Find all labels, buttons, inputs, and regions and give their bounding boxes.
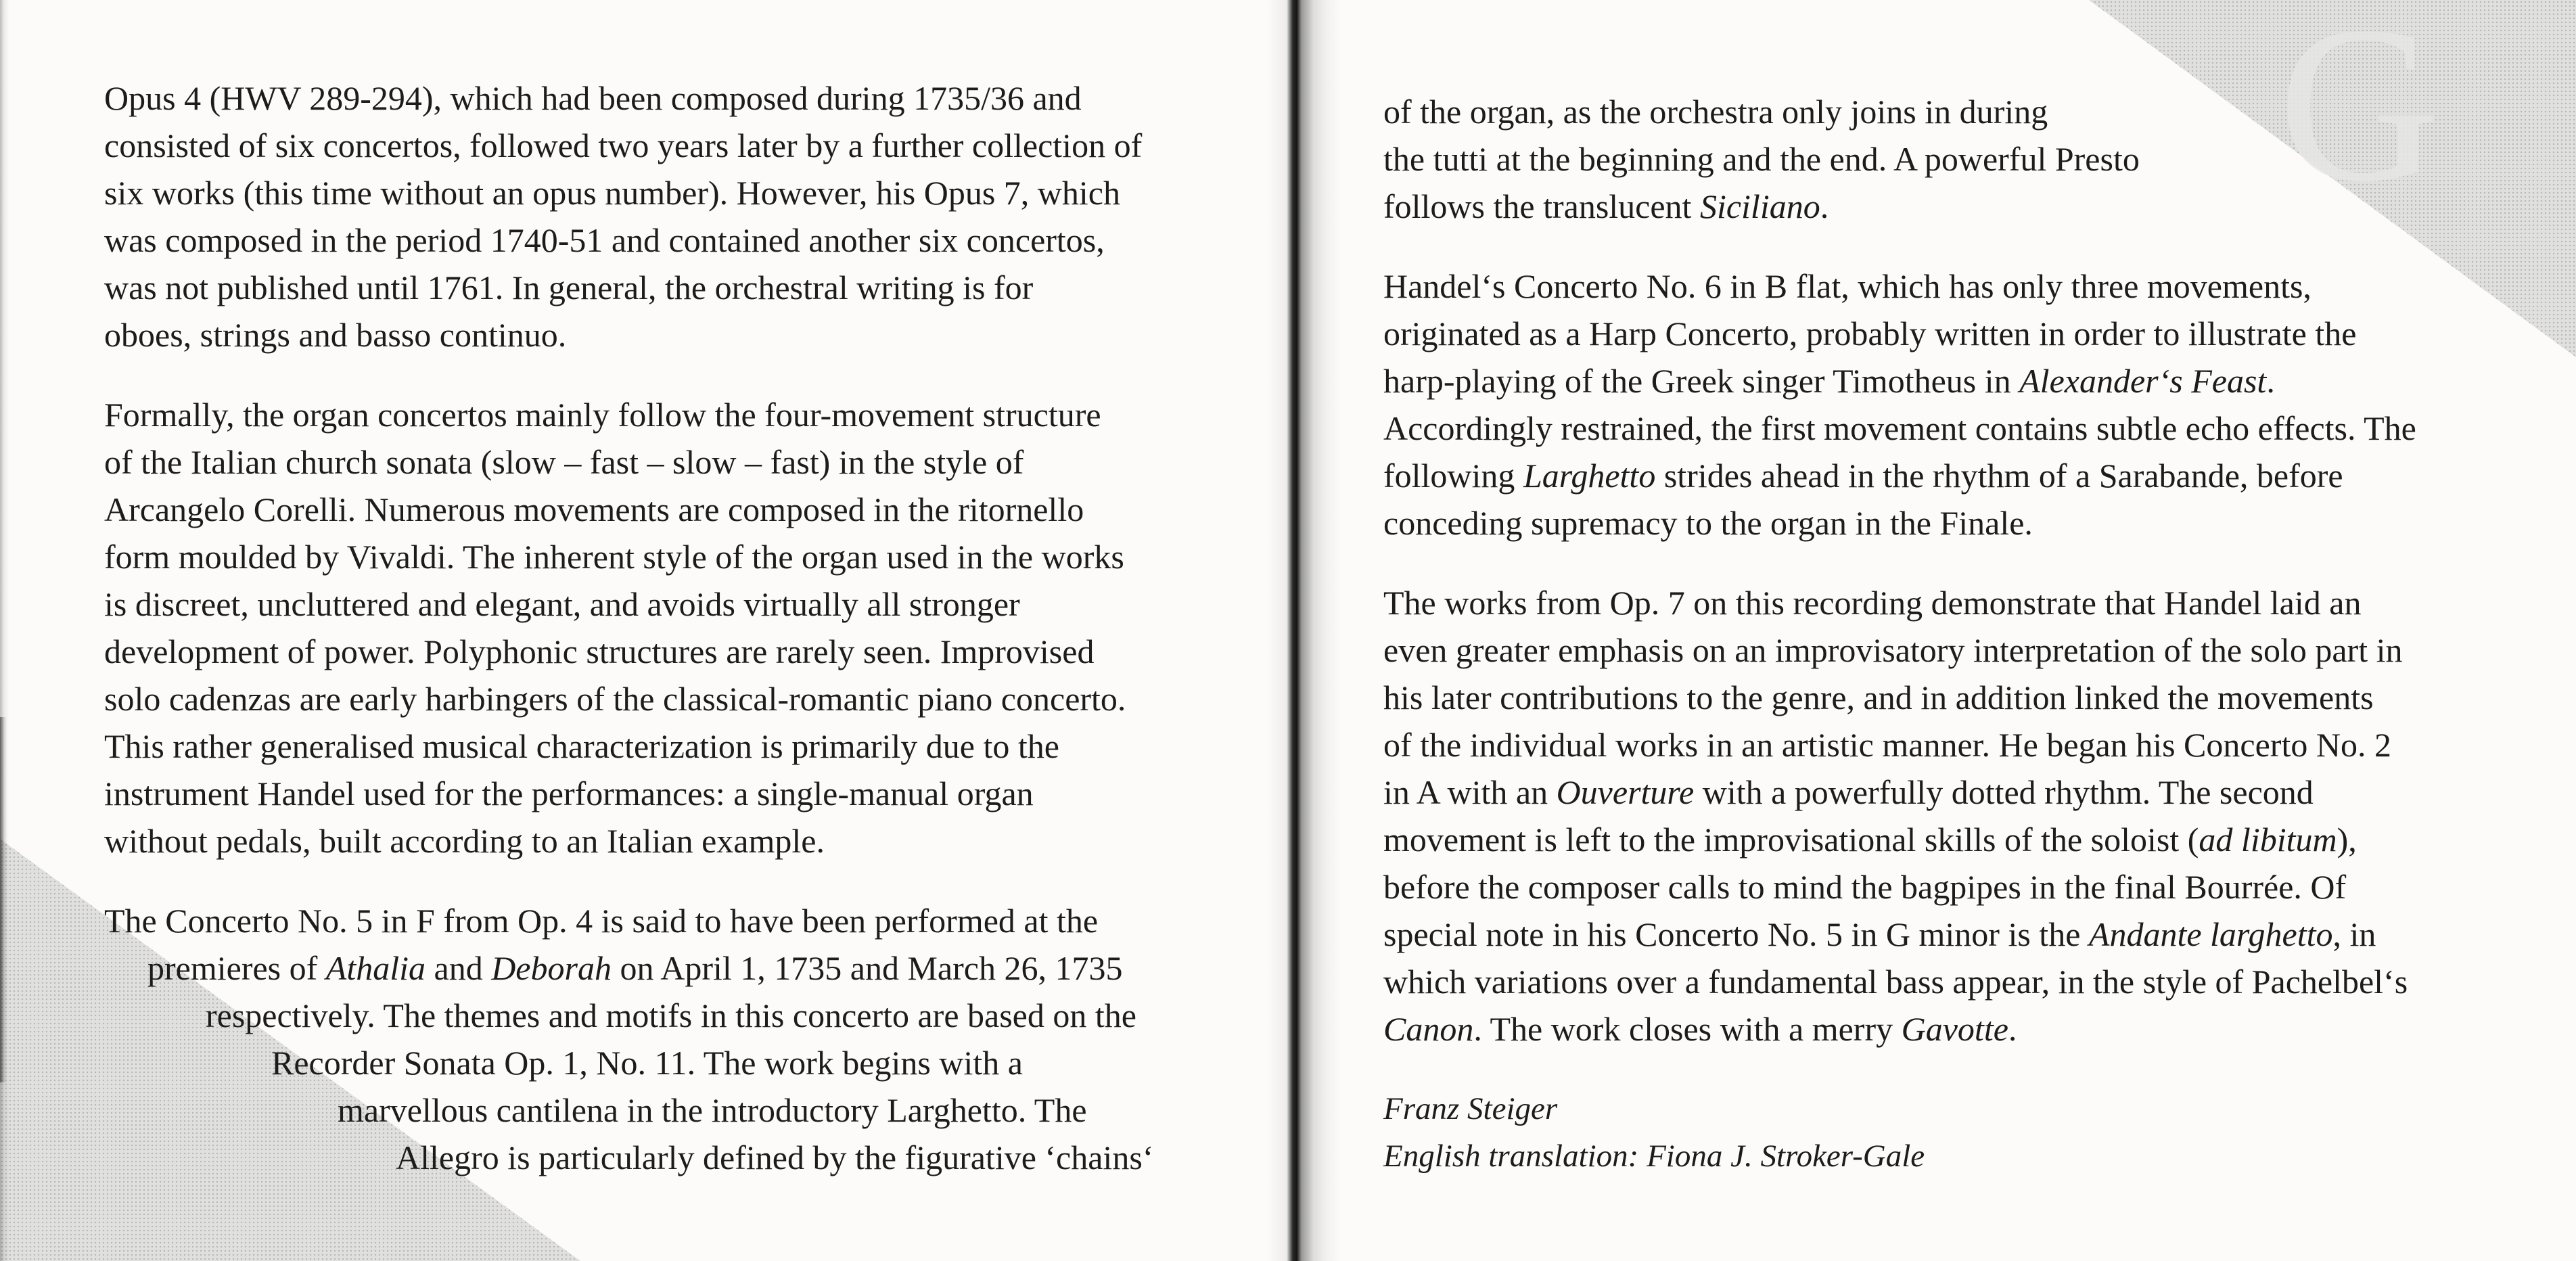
paragraph-op7-works: [1383, 579, 2554, 1053]
paragraph-form: [104, 391, 1247, 865]
text-line: Handel‘s Concerto No. 6 in B flat, which has only three movements,: [1383, 267, 2312, 305]
paragraph-concerto5-f: [104, 897, 1247, 1181]
page-left-text-column: [104, 74, 1247, 1181]
text-line: instrument Handel used for the performances: a single-manual organ: [104, 775, 1034, 812]
text-line: was not published until 1761. In general, the orchestral writing is for: [104, 269, 1034, 306]
text-line: harp-playing of the Greek singer Timotheus in Alexander‘s Feast.: [1383, 362, 2275, 400]
text-line: Franz Steiger: [1383, 1091, 1558, 1126]
text-line: respectively. The themes and motifs in this concerto are based on the: [206, 996, 1136, 1034]
text-line: the tutti at the beginning and the end. A powerful Presto: [1383, 140, 2140, 178]
author-signature: [1383, 1085, 2554, 1180]
text-line: The Concerto No. 5 in F from Op. 4 is said to have been performed at the: [104, 902, 1099, 940]
text-line: Arcangelo Corelli. Numerous movements are composed in the ritornello: [104, 490, 1084, 528]
paragraph-opus4: [104, 74, 1247, 359]
text-line: his later contributions to the genre, and in addition linked the movements: [1383, 679, 2374, 716]
text-line: six works (this time without an opus number). However, his Opus 7, which: [104, 174, 1121, 212]
text-line: without pedals, built according to an Italian example.: [104, 822, 825, 860]
watermark-letter: G: [2278, 0, 2440, 228]
text-line: special note in his Concerto No. 5 in G minor is the Andante larghetto, in: [1383, 915, 2376, 953]
text-line: of the organ, as the orchestra only joins in during: [1383, 93, 2048, 131]
text-line: which variations over a fundamental bass appear, in the style of Pachelbel‘s: [1383, 963, 2408, 1001]
paragraph-organ-continuation: [1383, 88, 2554, 230]
text-line: English translation: Fiona J. Stroker-Gale: [1383, 1139, 1925, 1174]
text-line: of the individual works in an artistic manner. He began his Concerto No. 2: [1383, 726, 2391, 764]
scan-edge-shadow-strong: [0, 717, 7, 1082]
text-line: Opus 4 (HWV 289-294), which had been composed during 1735/36 and: [104, 79, 1082, 117]
text-line: is discreet, uncluttered and elegant, and avoids virtually all stronger: [104, 585, 1020, 623]
text-line: The works from Op. 7 on this recording demonstrate that Handel laid an: [1383, 584, 2362, 622]
text-line: Recorder Sonata Op. 1, No. 11. The work begins with a: [271, 1044, 1023, 1082]
text-line: This rather generalised musical characterization is primarily due to the: [104, 727, 1059, 765]
text-line: marvellous cantilena in the introductory Larghetto. The: [338, 1091, 1087, 1129]
text-line: movement is left to the improvisational skills of the soloist (ad libitum),: [1383, 821, 2357, 858]
text-line: Accordingly restrained, the first movement contains subtle echo effects. The: [1383, 409, 2416, 447]
text-line: solo cadenzas are early harbingers of the classical-romantic piano concerto.: [104, 680, 1126, 718]
text-line: was composed in the period 1740-51 and contained another six concertos,: [104, 221, 1105, 259]
text-line: originated as a Harp Concerto, probably written in order to illustrate the: [1383, 315, 2357, 352]
text-line: in A with an Ouverture with a powerfully dotted rhythm. The second: [1383, 773, 2314, 811]
text-line: Allegro is particularly defined by the figurative ‘chains‘: [396, 1139, 1154, 1176]
page-fold-gutter: [1266, 0, 1341, 1261]
text-line: premieres of Athalia and Deborah on April 1, 1735 and March 26, 1735: [147, 949, 1123, 987]
text-line: consisted of six concertos, followed two years later by a further collection of: [104, 127, 1143, 164]
text-line: even greater emphasis on an improvisatory interpretation of the solo part in: [1383, 631, 2403, 669]
text-line: development of power. Polyphonic structures are rarely seen. Improvised: [104, 633, 1095, 670]
text-line: conceding supremacy to the organ in the Finale.: [1383, 504, 2033, 542]
page-right-text-column: [1383, 88, 2554, 1180]
text-line: following Larghetto strides ahead in the rhythm of a Sarabande, before: [1383, 457, 2343, 495]
text-line: form moulded by Vivaldi. The inherent style of the organ used in the works: [104, 538, 1124, 576]
text-line: of the Italian church sonata (slow – fast – slow – fast) in the style of: [104, 443, 1024, 481]
text-line: Canon. The work closes with a merry Gavotte.: [1383, 1010, 2017, 1048]
text-line: before the composer calls to mind the bagpipes in the final Bourrée. Of: [1383, 868, 2347, 906]
text-line: Formally, the organ concertos mainly follow the four-movement structure: [104, 396, 1101, 434]
paragraph-concerto6-bflat: [1383, 262, 2554, 547]
text-line: follows the translucent Siciliano.: [1383, 187, 1829, 225]
text-line: oboes, strings and basso continuo.: [104, 316, 567, 354]
